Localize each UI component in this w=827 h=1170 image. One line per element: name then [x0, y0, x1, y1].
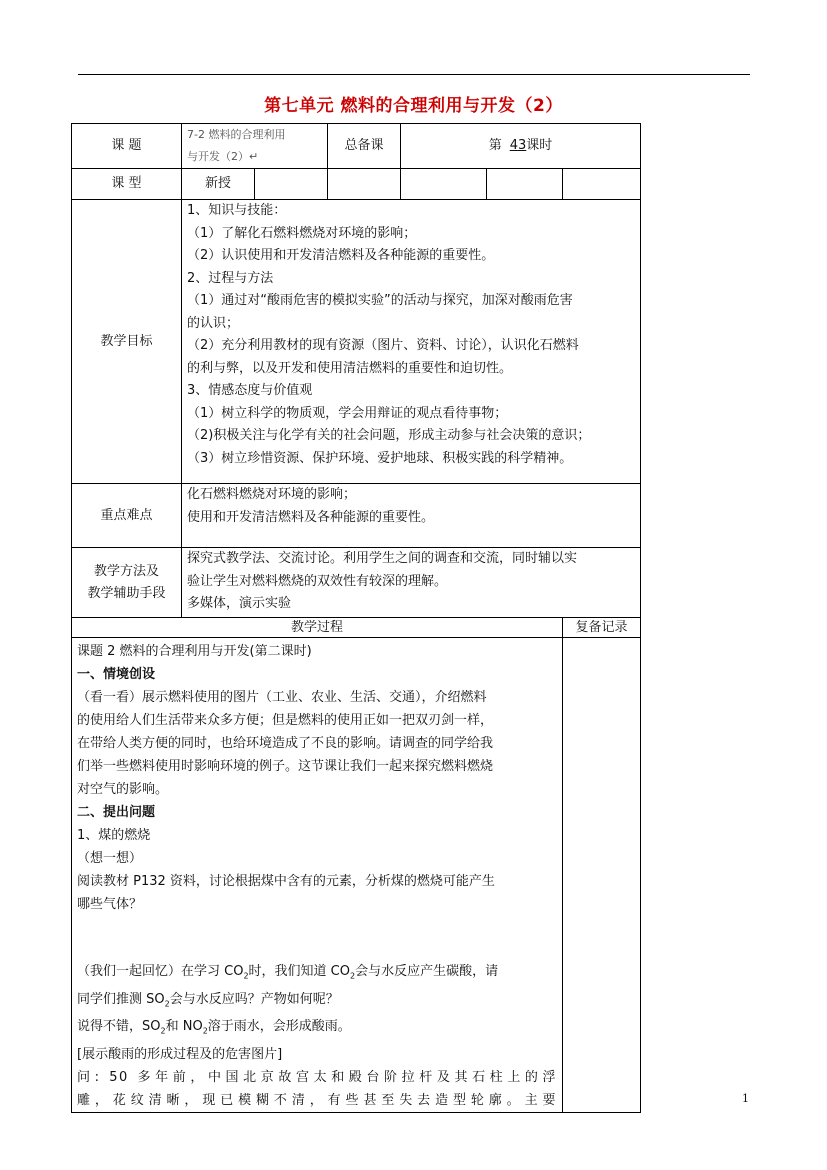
key-points-content: 化石燃料燃烧对环境的影响； 使用和开发清洁燃料及各种能源的重要性。	[182, 484, 641, 548]
header-rule	[78, 74, 750, 75]
notes-header: 复备记录	[563, 618, 641, 638]
document-title: 第七单元 燃料的合理利用与开发（2）	[264, 96, 563, 116]
key-points-label: 重点难点	[72, 484, 182, 548]
type-label: 课 型	[72, 169, 182, 200]
answer-space	[77, 916, 557, 960]
methods-content: 探究式教学法、交流讨论。利用学生之间的调查和交流，同时辅以实 验让学生对燃料燃烧的双效性有较深的理解。 多媒体，演示实验	[182, 548, 641, 618]
row-goals	[72, 200, 641, 484]
course-label: 课 题	[72, 124, 182, 169]
empty-cell	[563, 169, 641, 200]
page-number: 1	[742, 1092, 749, 1105]
empty-cell	[328, 169, 401, 200]
lesson-number: 第 43课时	[401, 124, 641, 169]
process-header: 教学过程	[72, 618, 563, 638]
type-value: 新授	[182, 169, 255, 200]
total-prep-label: 总备课	[328, 124, 401, 169]
lesson-plan-table	[71, 123, 641, 1113]
row-methods	[72, 548, 641, 618]
section-heading: 二、提出问题	[77, 805, 156, 820]
row-process-header	[72, 618, 641, 638]
notes-content	[563, 638, 641, 1113]
row-course	[72, 124, 641, 169]
lesson-number-value: 43	[509, 138, 527, 153]
goals-content: 1、知识与技能： （1）了解化石燃料燃烧对环境的影响； （2）认识使用和开发清洁燃料及各种能源的重要性。 2、过程与方法 （1）通过对“酸雨危害的模拟实验”的活动与探究，加深对酸雨危害 的认识； （2）充分利用教材的现有资源（图片、资料、讨论），认识化石燃料 的利与弊，以及开发和使用清洁燃料的重要性和迫切性。 3、情感态度与价值观 （1）树立科学的物质观，学会用辩证的观点看待事物； （2)积极关注与化学有关的社会问题，形成主动参与社会决策的意识； （3）树立珍惜资源、保护环境、爱护地球、积极实践的科学精神。	[182, 200, 641, 484]
process-content: 课题 2 燃料的合理利用与开发(第二课时) 一、情境创设 （看一看）展示燃料使用的图片（工业、农业、生活、交通），介绍燃料 的使用给人们生活带来众多方便；但是燃料的使用正如一把双刃剑一样， 在带给人类方便的同时，也给环境造成了不良的影响。请调查的同学给我 们举一些燃料使用时影响环境的例子。这节课让我们一起来探究燃料燃烧 对空气的影响。 二、提出问题 1、煤的燃烧 （想一想） 阅读教材 P132 资料，讨论根据煤中含有的元素，分析煤的燃烧可能产生 哪些气体？ （我们一起回忆）在学习 $CO_2$时，我们知道 $CO_2$会与水反应产生碳酸，请 同学们推测 $SO_2$会与水反应吗？产物如何呢？ 说得不错，$SO_2$和 $NO_2$溶于雨水，会形成酸雨。 [展示酸雨的形成过程及的危害图片] 问: 50 多年前，中国北京故宫太和殿台阶拉杆及其石柱上的浮 雕，花纹清晰，现已模糊不清，有些甚至失去造型轮廓。主要	[72, 638, 563, 1113]
empty-cell	[401, 169, 487, 200]
course-value: 7-2 燃料的合理利用 与开发（2）↵	[182, 124, 328, 169]
goals-label: 教学目标	[72, 200, 182, 484]
empty-cell	[487, 169, 563, 200]
row-type	[72, 169, 641, 200]
row-key-points	[72, 484, 641, 548]
section-heading: 一、情境创设	[77, 667, 156, 682]
row-process-body	[72, 638, 641, 1113]
methods-label: 教学方法及 教学辅助手段	[72, 548, 182, 618]
empty-cell	[255, 169, 328, 200]
